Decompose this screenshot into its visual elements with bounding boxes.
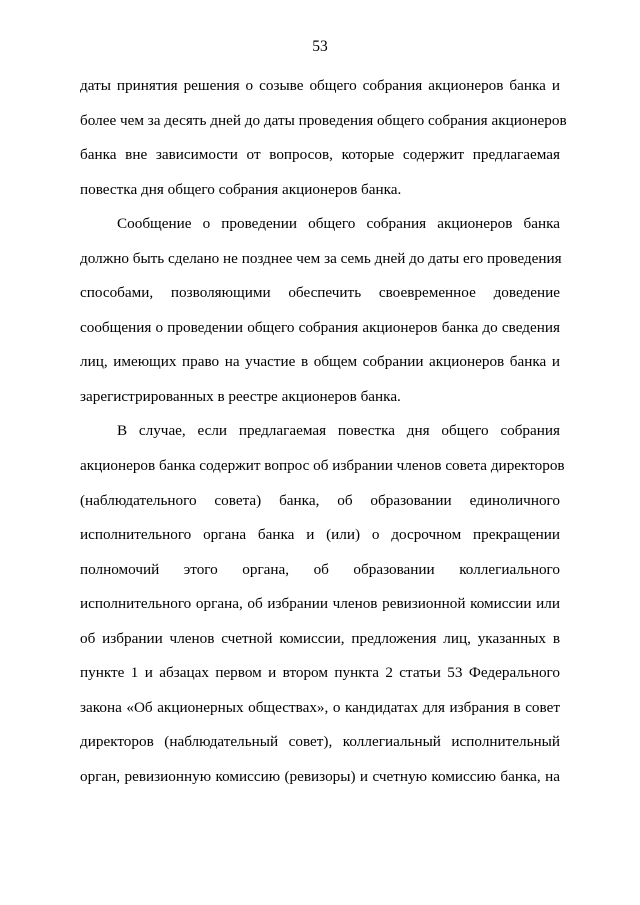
paragraph-2 — [80, 207, 560, 414]
text-line: закона «Об акционерных обществах», о кандидатах для избрания в совет — [80, 698, 560, 716]
text-line: акционеров банка содержит вопрос об избрании членов совета директоров — [80, 457, 565, 475]
text-line: должно быть сделано не позднее чем за семь дней до даты его проведения — [80, 249, 562, 267]
page-number: 53 — [312, 38, 328, 55]
text-line: сообщения о проведении общего собрания акционеров банка до сведения — [80, 318, 560, 336]
text-line: пункте 1 и абзацах первом и втором пункта 2 статьи 53 Федерального — [80, 664, 560, 682]
text-line: об избрании членов счетной комиссии, предложения лиц, указанных в — [80, 629, 560, 647]
text-line: орган, ревизионную комиссию (ревизоры) и счетную комиссию банка, на — [80, 767, 560, 785]
text-line: исполнительного органа банка и (или) о досрочном прекращении — [80, 526, 560, 544]
text-line: даты принятия решения о созыве общего собрания акционеров банка и — [80, 77, 560, 94]
text-line: Сообщение о проведении общего собрания акционеров банка — [117, 215, 560, 233]
text-line: В случае, если предлагаемая повестка дня общего собрания — [117, 422, 560, 440]
text-line: исполнительного органа, об избрании членов ревизионной комиссии или — [80, 595, 560, 613]
text-line: более чем за десять дней до даты проведения общего собрания акционеров — [80, 111, 567, 129]
text-line: полномочий этого органа, об образовании коллегиального — [80, 560, 560, 578]
text-line: лиц, имеющих право на участие в общем собрании акционеров банка и — [80, 353, 560, 371]
paragraph-3 — [80, 414, 565, 794]
text-line: директоров (наблюдательный совет), коллегиальный исполнительный — [80, 733, 560, 751]
text-line: способами, позволяющими обеспечить своевременное доведение — [80, 284, 560, 302]
paragraph-1 — [80, 69, 567, 207]
text-line: зарегистрированных в реестре акционеров банка. — [80, 387, 401, 405]
text-line: повестка дня общего собрания акционеров банка. — [80, 180, 402, 198]
text-line: банка вне зависимости от вопросов, которые содержит предлагаемая — [80, 146, 560, 164]
text-line: (наблюдательного совета) банка, об образовании единоличного — [80, 491, 560, 509]
document-body — [80, 69, 567, 794]
